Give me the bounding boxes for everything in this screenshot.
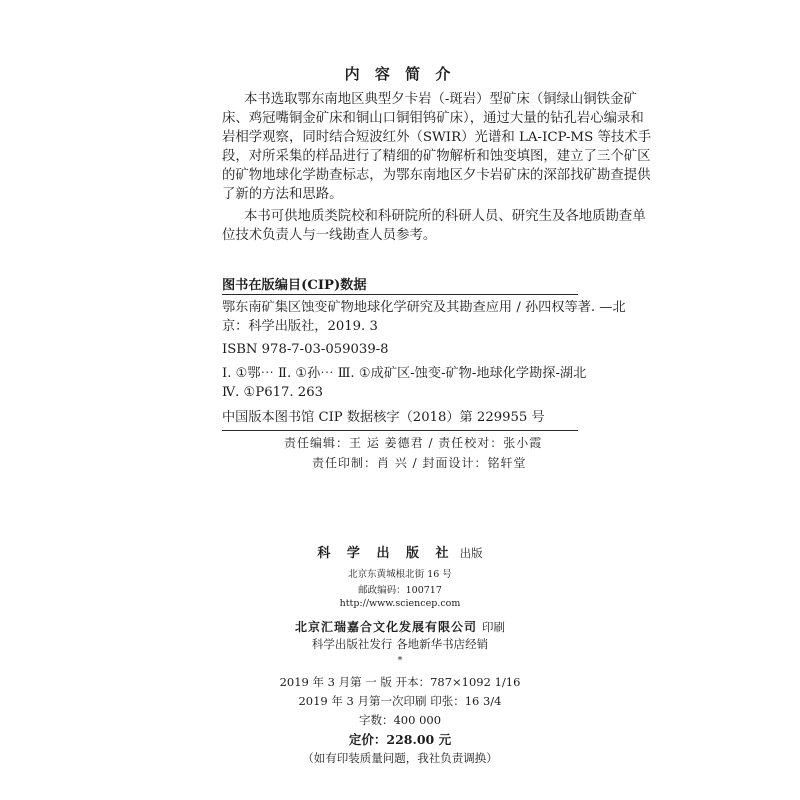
summary-line: 位技术负责人与一线勘查人员参考。 — [222, 228, 437, 243]
cip-line: 京：科学出版社，2019. 3 — [222, 319, 378, 334]
printer-name: 北京汇瑞嘉合文化发展有限公司 — [294, 620, 477, 634]
quality-note: （如有印装质量问题，我社负责调换） — [302, 751, 498, 765]
summary-line: 本书选取鄂东南地区典型夕卡岩（-斑岩）型矿床（铜绿山铜铁金矿 — [244, 92, 637, 107]
publisher-name: 科 学 出 版 社 — [317, 546, 455, 561]
cip-bottom-rule — [222, 430, 578, 431]
cip-heading: 图书在版编目(CIP)数据 — [222, 278, 367, 293]
cip-line: ISBN 978-7-03-059039-8 — [222, 342, 389, 357]
publisher-website: http://www.sciencep.com — [339, 598, 461, 609]
summary-title: 内 容 简 介 — [344, 65, 456, 83]
cip-line: 鄂东南矿集区蚀变矿物地球化学研究及其勘查应用 / 孙四权等著. —北 — [222, 300, 626, 315]
printer-line — [0, 616, 800, 635]
printing-line: 2019 年 3 月第一次印刷 印张：16 3/4 — [298, 694, 502, 708]
summary-line: 床、鸡冠嘴铜金矿床和铜山口铜钼钨矿床），通过大量的钻孔岩心编录和 — [222, 111, 644, 126]
divider-mark: * — [397, 655, 403, 666]
cip-line: 中国版本图书馆 CIP 数据核字（2018）第 229955 号 — [222, 410, 545, 425]
summary-line: 段，对所采集的样品进行了精细的矿物解析和蚀变填图，建立了三个矿区 — [222, 149, 651, 164]
edition-line: 2019 年 3 月第 一 版 开本：787×1092 1/16 — [279, 675, 521, 689]
summary-line: 的矿物地球化学勘查标志，为鄂东南地区夕卡岩矿床的深部找矿勘查提供 — [222, 168, 651, 183]
cip-line: Ⅰ. ①鄂⋯ Ⅱ. ①孙⋯ Ⅲ. ①成矿区-蚀变-矿物-地球化学勘探-湖北 — [222, 366, 587, 381]
cip-line: Ⅳ. ①P617. 263 — [222, 385, 323, 400]
cip-top-rule — [222, 294, 578, 295]
publisher-address: 北京东黄城根北街 16 号 — [348, 569, 452, 580]
staff-production: 责任印制：肖 兴 / 封面设计：铭轩堂 — [312, 456, 527, 470]
summary-line: 岩相学观察，同时结合短波红外（SWIR）光谱和 LA-ICP-MS 等技术手 — [222, 130, 652, 145]
printer-suffix: 印刷 — [482, 620, 506, 634]
price: 定价：228.00 元 — [348, 732, 452, 747]
publisher-line — [0, 542, 800, 561]
distribution-line: 科学出版社发行 各地新华书店经销 — [311, 637, 489, 651]
staff-editors: 责任编辑：王 运 姜德君 / 责任校对：张小霞 — [284, 436, 543, 450]
summary-line: 本书可供地质类院校和科研院所的科研人员、研究生及各地质勘查单 — [244, 209, 646, 224]
publisher-postcode: 邮政编码：100717 — [358, 585, 442, 596]
summary-line: 了新的方法和思路。 — [222, 187, 343, 202]
publisher-suffix: 出版 — [459, 546, 483, 560]
word-count: 字数：400 000 — [358, 713, 442, 727]
